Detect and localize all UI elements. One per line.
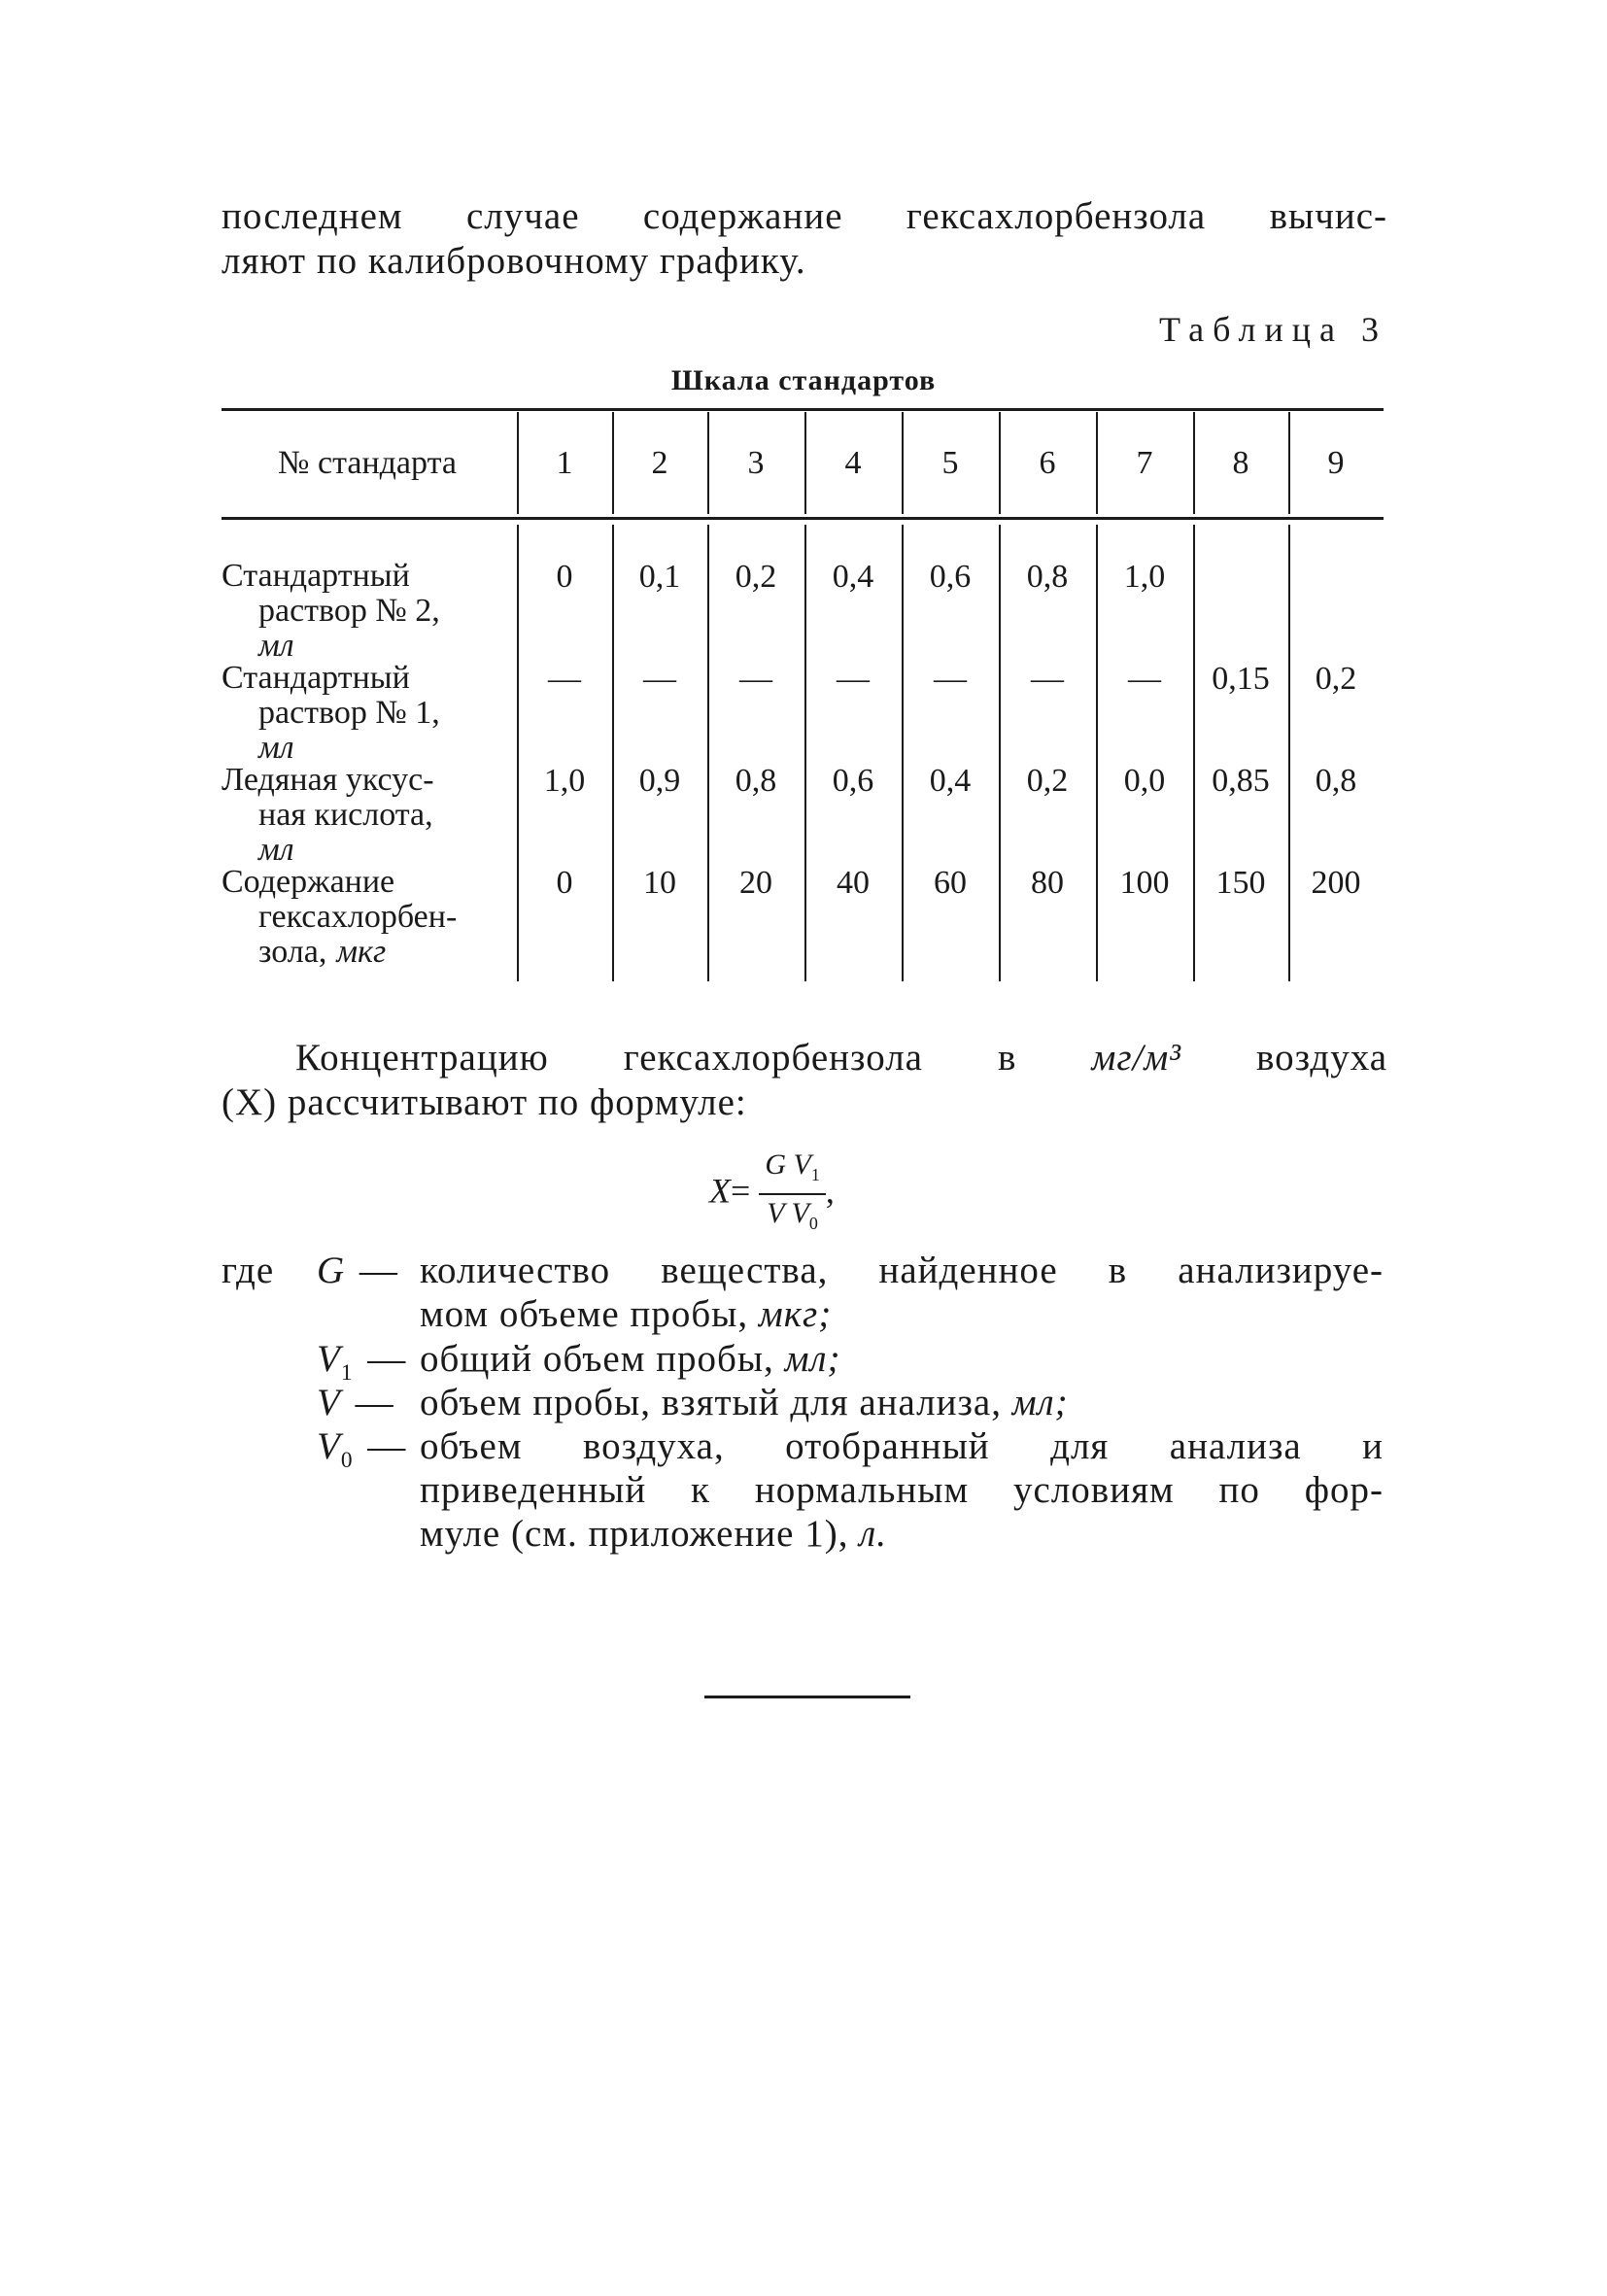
row-unit: мкг [336,934,387,970]
table-cell: 0,9 [638,763,681,799]
paragraph-text-a: Концентрацию гексахлорбензола в [295,1037,1017,1079]
end-rule [704,1696,910,1698]
row-label-line: зола, [258,934,327,970]
table-title: Шкала стандартов [670,364,937,396]
table-cell: 0,85 [1212,763,1270,799]
table-cell: — [1031,661,1064,697]
paragraph-unit: мг/м³ [1091,1037,1181,1079]
formula: X= $\frac{G V_1}{V V_0}$ , [709,1147,835,1242]
formula-fraction [759,1147,826,1242]
table-cell: 40 [837,865,870,901]
table-cell: 0,8 [1315,763,1357,799]
table-cell: — [548,661,581,697]
concentration-paragraph [222,1036,1387,1125]
table-top-rule [222,408,1384,411]
definition-unit: мкг; [758,1293,833,1335]
table-cell: — [643,661,676,697]
table-cell: 0 [556,865,573,901]
formula-lhs: X [709,1171,731,1211]
header-column-7: 7 [1136,445,1153,481]
formula-denominator: V $V_0$ [767,1197,818,1233]
definition-unit: мл; [1011,1382,1069,1423]
intro-line-2: ляют по калибровочному графику. [222,240,806,282]
row-label [222,661,494,766]
header-column-2: 2 [651,445,668,481]
table-cell: — [934,661,967,697]
paragraph-line-1 [222,1036,1387,1080]
table-number-label: Таблица 3 [1159,310,1387,349]
row-label-line: Ледяная уксус- [222,762,434,798]
row-label-line: Стандартный [222,660,410,696]
header-column-5: 5 [941,445,959,481]
definition-unit: л. [859,1513,887,1555]
column-divider [1193,525,1195,981]
table-cell: 0,4 [929,763,972,799]
header-column-4: 4 [844,445,862,481]
row-unit: мл [258,730,294,766]
table-cell: 10 [643,865,676,901]
where-word: где [222,1250,275,1291]
paragraph-text-b: воздуха [1256,1037,1388,1079]
definition-text-line: муле (см. приложение 1), л. [420,1513,887,1555]
table-cell: 0,6 [929,559,972,595]
table-cell: 0,8 [1026,559,1069,595]
table-cell: 20 [739,865,772,901]
intro-line-1: последнем случае содержание гексахлорбензола вычис- [222,195,1387,237]
paragraph-line-2: (X) рассчитывают по формуле: [222,1081,747,1123]
definition-text-line: количество вещества, найденное в анализируе- [420,1250,1384,1291]
row-label [222,559,494,664]
row-label [222,763,494,868]
row-label-line: гексахлорбен- [258,899,458,935]
table-cell: 0,2 [1315,661,1357,697]
table-cell: 0,0 [1123,763,1166,799]
table-cell: 0,2 [1026,763,1069,799]
header-standard-number: № стандарта [278,445,457,481]
table-cell: 80 [1031,865,1064,901]
header-column-6: 6 [1039,445,1056,481]
table-cell: 100 [1119,865,1170,901]
intro-text [222,194,1387,284]
table-header-rule [222,517,1384,520]
definition-unit: мл; [784,1338,841,1380]
definition-text-line: приведенный к нормальным условиям по фор- [420,1469,1384,1511]
row-label-line: Содержание [222,864,395,900]
definition-text-line: объем пробы, взятый для анализа, мл; [420,1382,1069,1423]
row-unit: мл [258,628,294,664]
table-cell: 1,0 [1123,559,1166,595]
table-cell: 0,1 [638,559,681,595]
table-cell: — [739,661,772,697]
table-cell: 0,6 [832,763,874,799]
row-label [222,865,494,970]
table-cell: 0 [556,559,573,595]
definition-symbol: V — [317,1382,394,1423]
definition-text-line: общий объем пробы, мл; [420,1338,841,1380]
table-cell: — [837,661,870,697]
row-label-line: ная кислота, [258,797,433,833]
table-cell: 150 [1215,865,1266,901]
header-column-3: 3 [747,445,765,481]
table-cell: 200 [1311,865,1361,901]
formula-numerator: G $V_1$ [759,1147,826,1195]
definition-symbol: G — [317,1250,398,1291]
definition-symbol: $V_1$ — [317,1338,407,1386]
definition-symbol: $V_0$ — [317,1425,407,1473]
column-divider [1288,525,1290,981]
table-cell: 0,15 [1212,661,1270,697]
table-cell: 0,2 [735,559,777,595]
row-unit: мл [258,832,294,868]
row-label-line: раствор № 2, [258,593,440,629]
header-column-9: 9 [1327,445,1345,481]
table-cell: — [1128,661,1161,697]
table-cell: 1,0 [543,763,586,799]
definition-text-line: объем воздуха, отобранный для анализа и [420,1425,1384,1467]
table-cell: 0,4 [832,559,874,595]
definition-text-line: мом объеме пробы, мкг; [420,1293,833,1335]
row-label-line: раствор № 1, [258,695,440,731]
table-cell: 0,8 [735,763,777,799]
header-column-8: 8 [1232,445,1249,481]
header-column-1: 1 [556,445,573,481]
table-cell: 60 [934,865,967,901]
row-label-line: Стандартный [222,558,410,594]
